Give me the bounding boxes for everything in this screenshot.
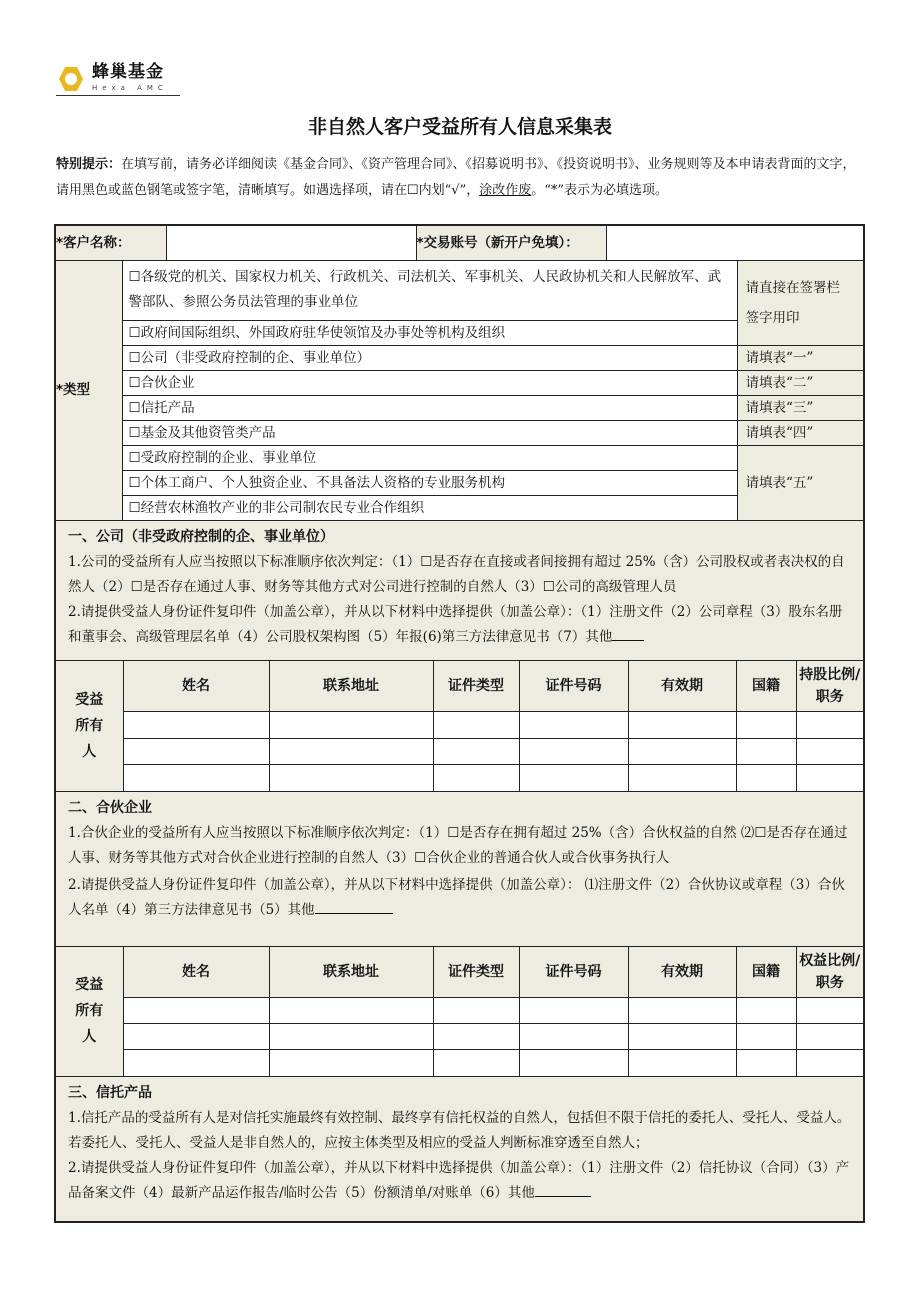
column-header: 证件号码 xyxy=(519,661,628,711)
section-trust xyxy=(56,1077,863,1221)
customer-name-input[interactable] xyxy=(166,226,416,260)
sign-note xyxy=(737,260,863,345)
table-row xyxy=(56,764,863,791)
section-paragraph-1: 1.信托产品的受益所有人是对信托实施最终有效控制、最终享有信托权益的自然人，包括但不限于信托的委托人、受托人、受益人。若委托人、受托人、受益人是非自然人的，应按主体类型及相应的受益人判断标准穿透至自然人； xyxy=(68,1109,851,1151)
hexagon-logo-icon xyxy=(58,66,84,92)
section-paragraph-2 xyxy=(68,600,853,650)
type-note-3: 请填表“三” xyxy=(737,395,863,420)
column-header: 联系地址 xyxy=(269,661,433,711)
column-header: 有效期 xyxy=(628,661,736,711)
section-heading: 二、合伙企业 xyxy=(68,799,152,816)
sign-note-line1: 请直接在签署栏 xyxy=(745,279,840,296)
logo-underline xyxy=(56,95,180,96)
notice-underlined: 涂改作废 xyxy=(479,183,532,198)
company-logo xyxy=(56,62,180,98)
section-partnership xyxy=(56,792,863,948)
account-label: *交易账号（新开户免填）： xyxy=(416,226,606,260)
column-header: 联系地址 xyxy=(269,947,433,997)
section-paragraph-2 xyxy=(68,1156,853,1206)
type-option-6[interactable]: ☐基金及其他资管类产品 xyxy=(122,420,737,445)
type-option-2[interactable]: ☐政府间国际组织、外国政府驻华使领馆及办事处等机构及组织 xyxy=(122,320,737,345)
section-paragraph-1: 1.合伙企业的受益所有人应当按照以下标准顺序依次判定：（1）☐是否存在拥有超过 25%（含）合伙权益的自然 ⑵☐是否存在通过人事、财务等其他方式对合伙企业进行控制的自然人（3）☐合伙企业的普通合伙人或合伙事务执行人 xyxy=(68,824,848,866)
table-row xyxy=(56,997,863,1023)
document-body xyxy=(0,114,920,1243)
type-option-1[interactable]: ☐各级党的机关、国家权力机关、行政机关、司法机关、军事机关、人民政协机关和人民解放军、武警部队、参照公务员法管理的事业单位 xyxy=(122,260,737,320)
beneficiary-side-label: 受益 所有 人 xyxy=(56,661,123,791)
beneficiary-side-label: 受益 所有 人 xyxy=(56,947,123,1076)
column-header: 国籍 xyxy=(736,661,796,711)
notice-label: 特别提示： xyxy=(56,157,122,172)
table-row xyxy=(56,1023,863,1049)
column-header: 证件类型 xyxy=(433,947,519,997)
other-blank[interactable] xyxy=(315,899,393,914)
page-title: 非自然人客户受益所有人信息采集表 xyxy=(307,116,612,138)
column-header: 权益比例/职务 xyxy=(796,947,863,997)
type-option-4[interactable]: ☐合伙企业 xyxy=(122,370,737,395)
column-header: 姓名 xyxy=(123,661,269,711)
type-option-7[interactable]: ☐受政府控制的企业、事业单位 xyxy=(122,445,737,470)
table-row xyxy=(56,711,863,738)
notice-text: 在填写前，请务必详细阅读《基金合同》、《资产管理合同》、《招募说明书》、《投资说明书》、业务规则等及本申请表背面的文字，请用黑色或蓝色钢笔或签字笔，清晰填写。如遇选择项，请在☐内划“√”， xyxy=(56,157,856,198)
column-header: 持股比例/职务 xyxy=(796,661,863,711)
column-header: 国籍 xyxy=(736,947,796,997)
column-header: 姓名 xyxy=(123,947,269,997)
beneficiary-table-1 xyxy=(56,661,863,792)
section-paragraph-1: 1.公司的受益所有人应当按照以下标准顺序依次判定：（1）☐是否存在直接或者间接拥有超过 25%（含）公司股权或者表决权的自然人（2）☐是否存在通过人事、财务等其他方式对公司进行控制的自然人（3）☐公司的高级管理人员 xyxy=(68,553,845,595)
type-option-3[interactable]: ☐公司（非受政府控制的企、事业单位） xyxy=(122,345,737,370)
type-option-5[interactable]: ☐信托产品 xyxy=(122,395,737,420)
type-label: *类型 xyxy=(56,260,122,520)
customer-name-label: *客户名称： xyxy=(56,226,166,260)
sign-note-line2: 签字用印 xyxy=(745,309,800,326)
section-heading: 一、公司（非受政府控制的企、事业单位） xyxy=(68,528,334,545)
customer-info-table xyxy=(56,226,863,521)
account-input[interactable] xyxy=(606,226,863,260)
column-header: 证件号码 xyxy=(519,947,628,997)
type-note-2: 请填表“二” xyxy=(737,370,863,395)
type-note-5: 请填表“五” xyxy=(737,445,863,520)
type-option-9[interactable]: ☐经营农林渔牧产业的非公司制农民专业合作组织 xyxy=(122,495,737,520)
type-note-4: 请填表“四” xyxy=(737,420,863,445)
special-notice xyxy=(56,152,866,204)
section-paragraph-2-text: 2.请提供受益人身份证件复印件（加盖公章），并从以下材料中选择提供（加盖公章）：（1）注册文件（2）信托协议（合同）（3）产品备案文件（4）最新产品运作报告/临时公告（5）份额清单/对账单（6）其他 xyxy=(68,1159,850,1201)
type-option-8[interactable]: ☐个体工商户、个人独资企业、不具备法人资格的专业服务机构 xyxy=(122,470,737,495)
column-header: 有效期 xyxy=(628,947,736,997)
type-note-1: 请填表“一” xyxy=(737,345,863,370)
other-blank[interactable] xyxy=(612,626,644,641)
section-company xyxy=(56,521,863,662)
notice-text-end: 。“*”表示为必填选项。 xyxy=(531,183,669,198)
column-header: 证件类型 xyxy=(433,661,519,711)
beneficiary-table-2 xyxy=(56,947,863,1077)
section-heading: 三、信托产品 xyxy=(68,1084,152,1101)
table-row xyxy=(56,738,863,764)
table-row xyxy=(56,1049,863,1076)
form-border xyxy=(54,224,865,1223)
logo-en: Hexa AMC xyxy=(92,84,168,92)
logo-cn: 蜂巢基金 xyxy=(92,62,164,82)
section-paragraph-2 xyxy=(68,873,853,923)
section-paragraph-2-text: 2.请提供受益人身份证件复印件（加盖公章），并从以下材料中选择提供（加盖公章）：（1）注册文件（2）公司章程（3）股东名册和董事会、高级管理层名单（4）公司股权架构图（5）年报(6)第三方法律意见书（7）其他 xyxy=(68,603,843,645)
other-blank[interactable] xyxy=(535,1182,591,1197)
section-paragraph-2-text: 2.请提供受益人身份证件复印件（加盖公章），并从以下材料中选择提供（加盖公章）： ⑴注册文件（2）合伙协议或章程（3）合伙人名单（4）第三方法律意见书（5）其他 xyxy=(68,876,845,918)
